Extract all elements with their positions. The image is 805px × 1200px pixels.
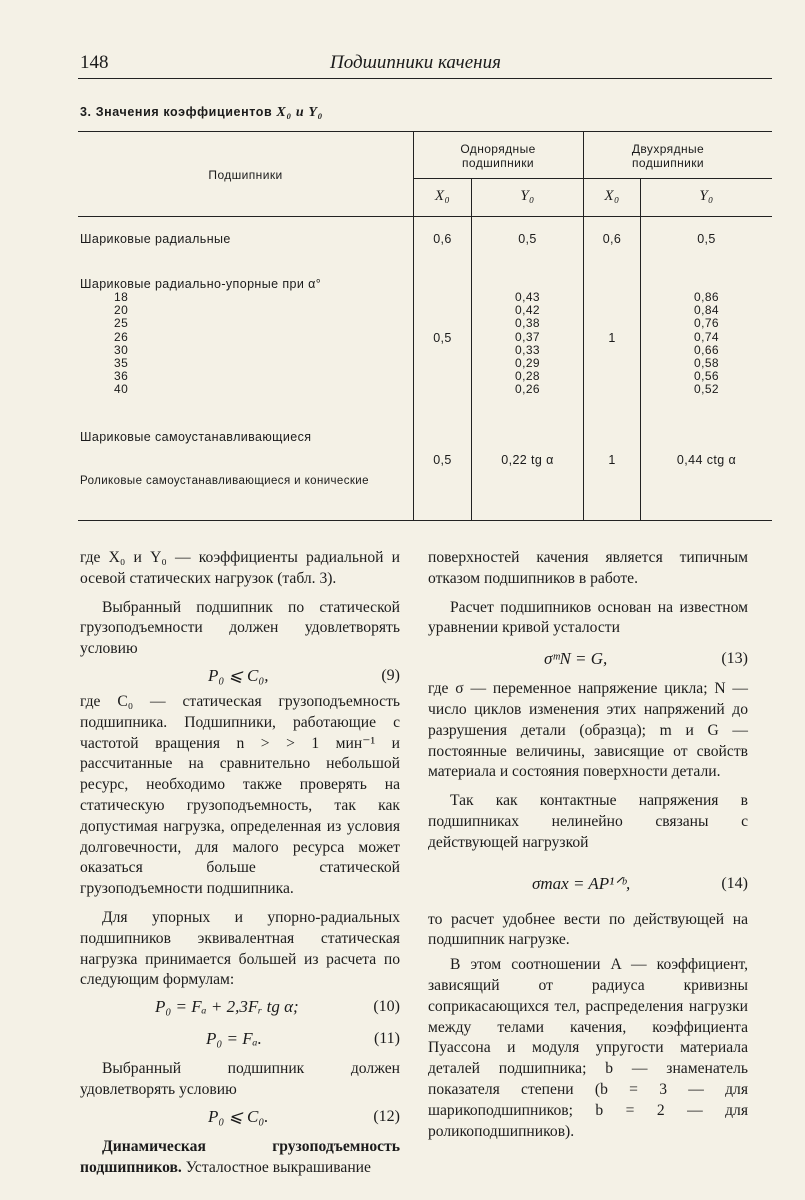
- y2-value: 0,76: [694, 316, 719, 331]
- row3-y2: 0,44 ctg α: [676, 453, 737, 467]
- y2-value: 0,56: [694, 369, 719, 384]
- row2-x1: 0,5: [433, 331, 452, 345]
- row1-label: Шариковые радиальные: [80, 232, 231, 246]
- left-para-6-rest: Усталостное выкрашивание: [185, 1158, 371, 1176]
- row1-y2: 0,5: [697, 232, 716, 246]
- equation-13-number: (13): [721, 650, 748, 668]
- equation-10-formula: P₀ = Fₐ + 2,3Fᵣ tg α;: [155, 997, 299, 1017]
- row3-x1: 0,5: [433, 453, 452, 467]
- left-para-6: [80, 1137, 400, 1179]
- right-para-1: поверхностей качения является типичным отказом подшипников в работе.: [428, 549, 748, 587]
- angle-value: 40: [114, 382, 129, 397]
- right-para-4: Так как контактные напряжения в подшипниках нелинейно связаны с действующей нагрузкой: [428, 792, 748, 851]
- equation-14-number: (14): [721, 874, 748, 892]
- row2-label: Шариковые радиально-упорные при α°: [80, 277, 322, 291]
- y1-value: 0,43: [515, 290, 540, 304]
- col-group-double: Двухрядные подшипники: [631, 142, 705, 170]
- left-para-3: где C₀ — статическая грузоподъемность подшипника. Подшипники, работающие с частотой вращения n > > 1 мин⁻¹ и рассчитанные на сравнительно небольшой ресурс, необходимо также проверять на статическую грузоподъемность, так как допустимая нагрузка, определенная из условия долговечности, для малого ресурса может оказаться больше статической грузоподъемности подшипника.: [80, 692, 400, 898]
- right-para-2: Расчет подшипников основан на известном уравнении кривой усталости: [428, 598, 748, 637]
- section-heading-dynamic-load: Динамическая грузоподъемность подшипников.: [80, 1137, 400, 1176]
- left-column: [80, 548, 400, 1178]
- table-caption-text: 3. Значения коэффициентов: [80, 105, 273, 119]
- row2-angles: [114, 291, 128, 397]
- col-header-x0-single: X₀: [434, 188, 451, 204]
- y1-value: 0,28: [515, 369, 540, 384]
- y2-value: 0,52: [694, 382, 719, 397]
- angle-value: 25: [114, 316, 129, 331]
- row2-y1: [472, 291, 583, 397]
- equation-14-formula: σmax = AP¹ᐟᵇ,: [532, 873, 631, 893]
- col-group-single: Однорядные подшипники: [460, 142, 536, 170]
- table-subheader-rule: [414, 178, 772, 179]
- left-para-2: Выбранный подшипник по статической грузоподъемности должен удовлетворять условию: [80, 598, 400, 658]
- row1-x1: 0,6: [433, 232, 452, 246]
- row1-x2: 0,6: [602, 232, 622, 246]
- right-para-5: то расчет удобнее вести по действующей на подшипник нагрузке.: [428, 910, 748, 949]
- table-top-rule: [78, 131, 772, 132]
- y1-value: 0,33: [515, 342, 540, 357]
- col-header-x0-double: X₀: [604, 188, 620, 204]
- equation-9-number: (9): [381, 666, 400, 684]
- angle-value: 18: [114, 290, 129, 304]
- row1-y1: 0,5: [518, 232, 537, 246]
- y1-value: 0,37: [515, 329, 540, 344]
- row3-y1: 0,22 tg α: [501, 453, 554, 467]
- y2-value: 0,58: [694, 356, 719, 371]
- y1-value: 0,42: [515, 303, 540, 318]
- col-header-bearing: Подшипники: [208, 168, 283, 182]
- equation-13-formula: σᵐN = G,: [544, 649, 608, 669]
- table-caption: [80, 105, 323, 121]
- equation-10: [80, 991, 400, 1023]
- angle-value: 30: [114, 342, 129, 357]
- y2-value: 0,84: [694, 303, 719, 318]
- col-header-y0-double: Y₀: [699, 188, 714, 204]
- y1-value: 0,29: [515, 356, 540, 371]
- row3-label-b: Роликовые самоустанавливающиеся и конические: [80, 475, 369, 487]
- table-bottom-rule: [78, 520, 772, 521]
- equation-12-number: (12): [373, 1107, 400, 1125]
- left-para-1: где X₀ и Y₀ — коэффициенты радиальной и осевой статических нагрузок (табл. 3).: [80, 549, 400, 587]
- right-para-6: В этом соотношении A — коэффициент, зависящий от радиуса кривизны соприкасающихся тел, распределения нагрузки между телами качения, коэффициента Пуассона и модуля упругости материала деталей подшипника; b — знаменатель показателя степени (b = 3 — для шарикоподшипников; b = 2 — для роликоподшипников).: [428, 956, 748, 1140]
- angle-value: 36: [114, 369, 129, 384]
- col-header-y0-single: Y₀: [520, 188, 535, 204]
- y2-value: 0,86: [694, 290, 719, 304]
- equation-11-formula: P₀ = Fₐ.: [206, 1029, 262, 1049]
- row2-y2: [641, 291, 772, 397]
- equation-10-number: (10): [373, 998, 400, 1016]
- equation-11: [80, 1023, 400, 1055]
- right-column: [428, 548, 748, 1142]
- angle-value: 26: [114, 329, 129, 344]
- equation-9-formula: P₀ ⩽ C₀,: [208, 665, 269, 685]
- table-caption-vars: X₀ и Y₀: [276, 105, 324, 120]
- header-rule: [78, 78, 772, 79]
- table-header-rule: [78, 216, 772, 217]
- equation-11-number: (11): [373, 1030, 400, 1048]
- running-title: Подшипники качения: [330, 52, 501, 73]
- row3-x2: 1: [608, 453, 616, 467]
- equation-12: [80, 1101, 400, 1133]
- y1-value: 0,38: [515, 316, 540, 331]
- y1-value: 0,26: [515, 382, 540, 397]
- equation-14: [428, 854, 748, 910]
- left-para-4: Для упорных и упорно-радиальных подшипников эквивалентная статическая нагрузка принимается большей из расчета по следующим формулам:: [80, 908, 400, 989]
- row2-x2: 1: [608, 331, 616, 345]
- right-para-3: где σ — переменное напряжение цикла; N — число циклов изменения этих напряжений до разрушения детали (образца); m и G — постоянные величины, зависящие от свойств материала и состояния поверхности детали.: [428, 680, 748, 781]
- page-number: 148: [80, 52, 109, 73]
- y2-value: 0,66: [694, 342, 719, 357]
- angle-value: 20: [114, 303, 129, 318]
- left-para-5: Выбранный подшипник должен удовлетворять условию: [80, 1060, 400, 1098]
- equation-13: [428, 639, 748, 679]
- equation-12-formula: P₀ ⩽ C₀.: [208, 1106, 269, 1126]
- equation-9: [80, 660, 400, 692]
- y2-value: 0,74: [694, 329, 719, 344]
- angle-value: 35: [114, 356, 129, 371]
- row3-label-a: Шариковые самоустанавливающиеся: [80, 430, 312, 444]
